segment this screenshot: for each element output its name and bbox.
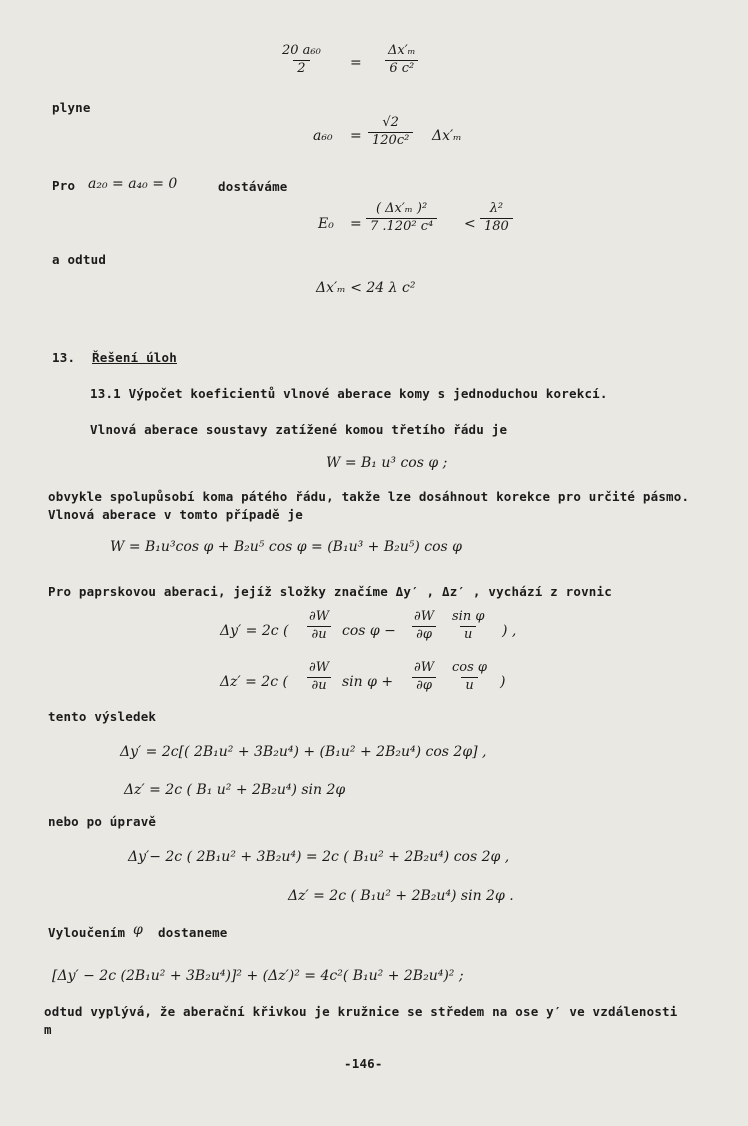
eq-a-rhs-fraction (384, 44, 420, 77)
subsection-title: 13.1 Výpočet koeficientů vlnové aberace komy s jednoduchou korekcí. (90, 386, 608, 401)
eq-dy-fraction-1 (305, 610, 333, 643)
line-vyloucenim-math: φ (133, 922, 143, 938)
eq-b-equals: = (350, 128, 362, 144)
eq-dy-tail: ) , (502, 623, 517, 639)
eq-b-lhs: a₆₀ (313, 128, 333, 144)
eq-dz-f2-num: ∂W (414, 660, 435, 675)
eq-dz-f2-den: ∂φ (412, 677, 436, 694)
eq-result-1: Δy′ = 2c[( 2B₁u² + 3B₂u⁴) + (B₁u² + 2B₂u⁴) cos 2φ] , (120, 744, 487, 760)
eq-c-lhs: E₀ (318, 216, 334, 232)
eq-dz-f3-num: cos φ (452, 660, 488, 675)
eq-dz-f3-den: u (461, 677, 477, 694)
label-odtud: a odtud (52, 252, 107, 267)
eq-dy-f2-den: ∂φ (412, 626, 436, 643)
eq-c-fraction-2 (480, 202, 513, 235)
label-vysledek: tento výsledek (48, 709, 157, 724)
eq-dy-f3-num: sin φ (452, 609, 485, 624)
eq-dy-mid: cos φ − (342, 623, 396, 639)
eq-c-numerator-1: ( Δx′ₘ )² (375, 201, 428, 216)
eq-dy-lhs: Δy′ = 2c ( (220, 623, 289, 639)
eq-dy-fraction-2 (410, 610, 438, 643)
eq-dy-f1-den: ∂u (307, 626, 330, 643)
paragraph-4-line-2: m (44, 1022, 52, 1037)
eq-c-numerator-2: λ² (489, 201, 504, 216)
paragraph-2-line-2: Vlnová aberace v tomto případě je (48, 507, 303, 522)
section-title: Řešení úloh (92, 350, 177, 365)
eq-c-denominator-1: 7 .120² c⁴ (366, 218, 437, 235)
eq-dz-fraction-1 (305, 661, 333, 694)
eq-dz-lhs: Δz′ = 2c ( (220, 674, 288, 690)
label-plyne: plyne (52, 100, 91, 115)
paragraph-2-line-1: obvykle spolupůsobí koma pátého řádu, takže lze dosáhnout korekce pro určité pásmo. (48, 489, 690, 504)
eq-a-rhs-denominator: 6 c² (385, 60, 418, 77)
eq-a-equals: = (350, 55, 362, 71)
eq-dz-f1-num: ∂W (309, 660, 330, 675)
section-number: 13. (52, 350, 76, 365)
eq-dz-tail: ) (500, 674, 506, 690)
paragraph-1: Vlnová aberace soustavy zatížené komou třetího řádu je (90, 422, 508, 437)
line-pro-prefix: Pro (52, 178, 76, 193)
eq-dz-mid: sin φ + (342, 674, 394, 690)
eq-uprava-1: Δy′− 2c ( 2B₁u² + 3B₂u⁴) = 2c ( B₁u² + 2B₂u⁴) cos 2φ , (128, 849, 510, 865)
line-pro-math: a₂₀ = a₄₀ = 0 (88, 176, 178, 192)
eq-a-lhs-denominator: 2 (293, 60, 309, 77)
line-vyloucenim-suffix: dostaneme (158, 925, 228, 940)
eq-b-denominator: 120c² (368, 132, 413, 149)
eq-w2: W = B₁u³cos φ + B₂u⁵ cos φ = (B₁u³ + B₂u⁵) cos φ (110, 539, 462, 555)
eq-a-rhs-numerator: Δx′ₘ (388, 43, 416, 58)
eq-dz-fraction-2 (410, 661, 438, 694)
eq-b-fraction (368, 116, 413, 149)
eq-c-equals: = (350, 216, 362, 232)
eq-dz-fraction-3 (448, 661, 491, 694)
eq-uprava-2: Δz′ = 2c ( B₁u² + 2B₂u⁴) sin 2φ . (288, 888, 514, 904)
line-pro-suffix: dostáváme (218, 179, 288, 194)
eq-dz-f1-den: ∂u (307, 677, 330, 694)
eq-result-2: Δz′ = 2c ( B₁ u² + 2B₂u⁴) sin 2φ (124, 782, 346, 798)
line-vyloucenim-prefix: Vyloučením (48, 925, 126, 940)
eq-a-lhs-fraction (278, 44, 325, 77)
eq-dy-f2-num: ∂W (414, 609, 435, 624)
eq-c-denominator-2: 180 (480, 218, 513, 235)
eq-c-less-than: < (464, 216, 476, 232)
page-number: -146- (344, 1056, 383, 1071)
paragraph-4-line-1: odtud vyplývá, že aberační křivkou je kružnice se středem na ose y′ ve vzdálenosti (44, 1004, 678, 1019)
eq-dy-f3-den: u (460, 626, 476, 643)
paragraph-3: Pro paprskovou aberaci, jejíž složky značíme Δy′ , Δz′ , vychází z rovnic (48, 584, 612, 599)
eq-dy-fraction-3 (448, 610, 488, 643)
eq-final: [Δy′ − 2c (2B₁u² + 3B₂u⁴)]² + (Δz′)² = 4c²( B₁u² + 2B₂u⁴)² ; (52, 968, 464, 984)
eq-b-numerator: √2 (382, 115, 399, 130)
eq-a-lhs-numerator: 20 a₆₀ (282, 43, 321, 58)
label-uprave: nebo po úpravě (48, 814, 157, 829)
eq-w1: W = B₁ u³ cos φ ; (326, 455, 448, 471)
eq-dy-f1-num: ∂W (309, 609, 330, 624)
eq-d: Δx′ₘ < 24 λ c² (316, 280, 416, 296)
eq-b-tail: Δx′ₘ (432, 128, 462, 144)
eq-c-fraction-1 (366, 202, 437, 235)
